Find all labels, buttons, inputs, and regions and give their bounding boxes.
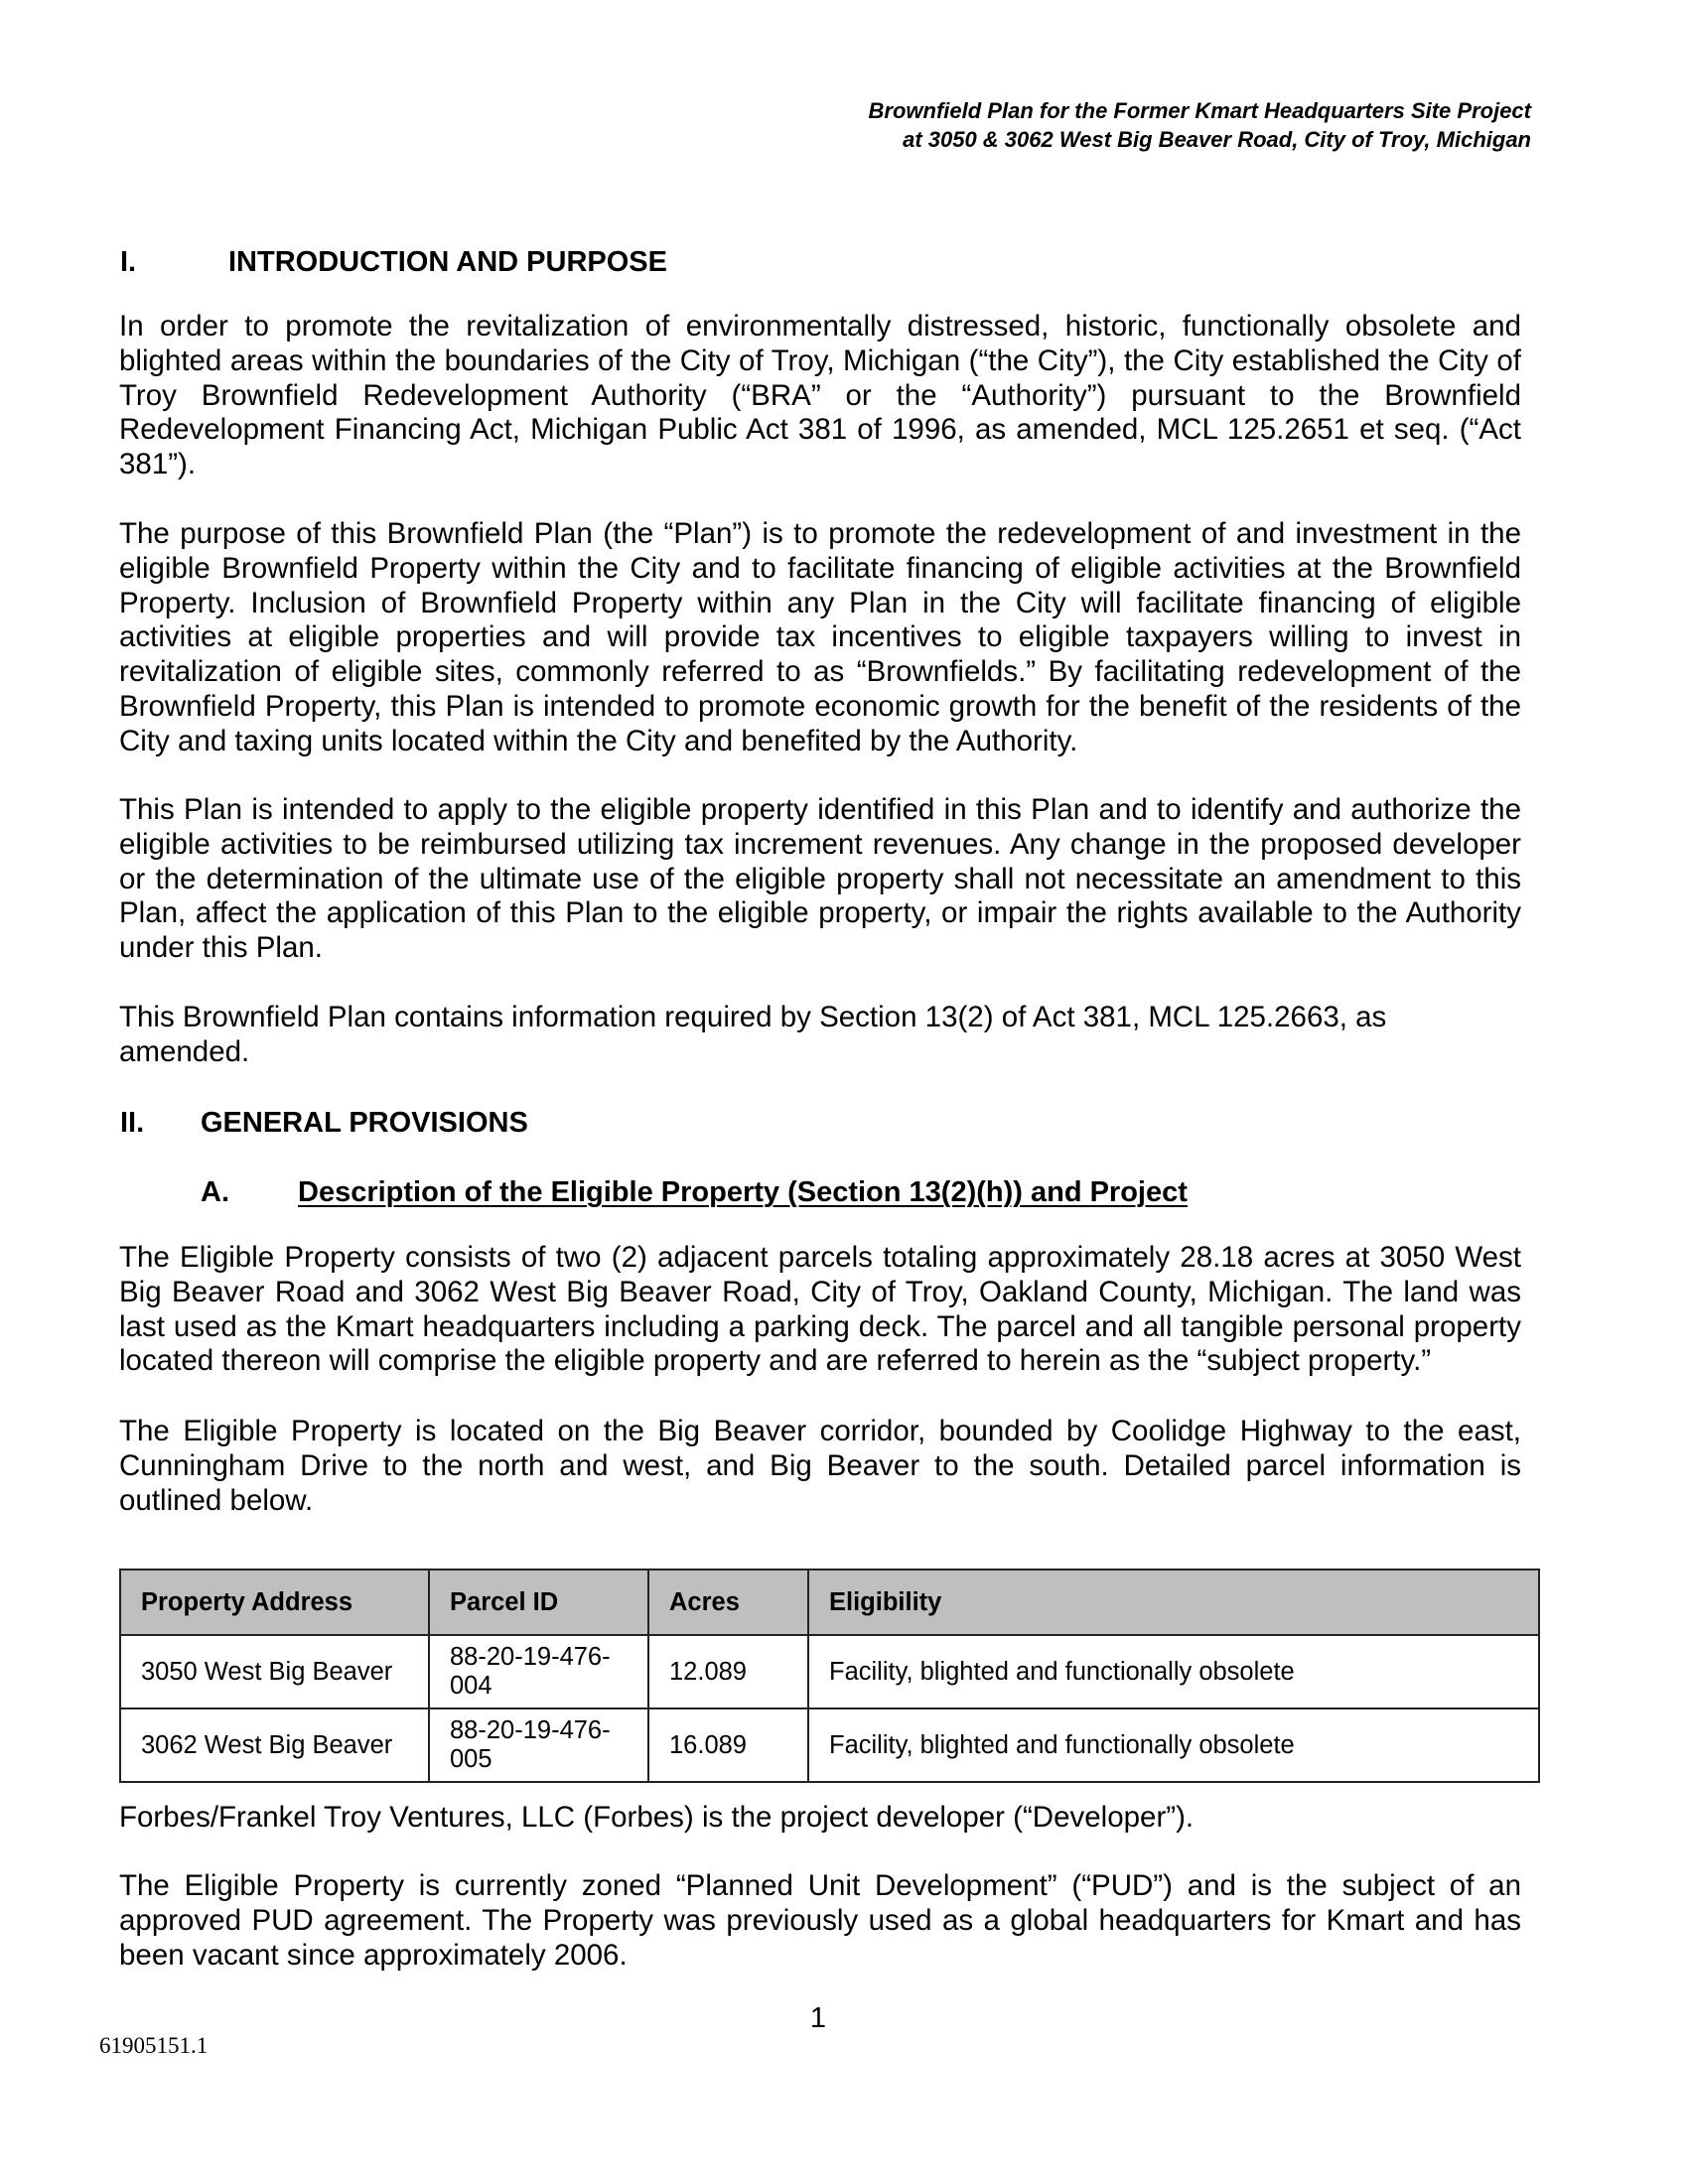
column-header-eligibility: Eligibility [808,1570,1539,1635]
section-title: GENERAL PROVISIONS [201,1107,528,1139]
cell-parcel-id: 88-20-19-476-005 [429,1708,648,1782]
paragraph-developer: Forbes/Frankel Troy Ventures, LLC (Forbes) is the project developer (“Developer”). [119,1801,1195,1834]
paragraph-intro-1: In order to promote the revitalization of environmentally distressed, historic, functionally obsolete and blighted areas within the boundaries of the City of Troy, Michigan (“the City”), the City established the City of Troy Brownfield Redevelopment Authority (“BRA” or the “Authority”) pursuant to the Brownfield Redevelopment Financing Act, Michigan Public Act 381 of 1996, as amended, MCL 125.2651 et seq. (“Act 381”). [119,310,1521,481]
table-row [120,1635,1539,1708]
table-header-row [120,1570,1539,1635]
cell-property-address: 3062 West Big Beaver [120,1708,429,1782]
cell-acres: 12.089 [648,1635,808,1708]
paragraph-eligible-property-1: The Eligible Property consists of two (2) adjacent parcels totaling approximately 28.18 acres at 3050 West Big Beaver Road and 3062 West Big Beaver Road, City of Troy, Oakland County, Michigan. The land was last used as the Kmart headquarters including a parking deck. The parcel and all tangible personal property located thereon will comprise the eligible property and are referred to herein as the “subject property.” [119,1241,1521,1378]
parcel-table [119,1569,1540,1783]
column-header-acres: Acres [648,1570,808,1635]
paragraph-intro-2: The purpose of this Brownfield Plan (the “Plan”) is to promote the redevelopment of and investment in the eligible Brownfield Property within the City and to facilitate financing of eligible activities at the Brownfield Property. Inclusion of Brownfield Property within any Plan in the City will facilitate financing of eligible activities at eligible properties and will provide tax incentives to eligible taxpayers willing to invest in revitalization of eligible sites, commonly referred to as “Brownfields.” By facilitating redevelopment of the Brownfield Property, this Plan is intended to promote economic growth for the benefit of the residents of the City and taxing units located within the City and benefited by the Authority. [119,517,1521,757]
section-title: INTRODUCTION AND PURPOSE [228,246,667,278]
column-header-property-address: Property Address [120,1570,429,1635]
paragraph-intro-4: This Brownfield Plan contains information required by Section 13(2) of Act 381, MCL 125.2663, as amended. [119,1001,1387,1068]
section-number: II. [120,1107,145,1139]
paragraph-eligible-property-2: The Eligible Property is located on the Big Beaver corridor, bounded by Coolidge Highway to the east, Cunningham Drive to the north and west, and Big Beaver to the south. Detailed parcel information is outlined below. [119,1415,1521,1517]
cell-eligibility: Facility, blighted and functionally obsolete [808,1635,1539,1708]
section-number: I. [120,246,137,278]
paragraph-intro-3: This Plan is intended to apply to the eligible property identified in this Plan and to identify and authorize the eligible activities to be reimbursed utilizing tax increment revenues. Any change in the proposed developer or the determination of the ultimate use of the eligible property shall not necessitate an amendment to this Plan, affect the application of this Plan to the eligible property, or impair the rights available to the Authority under this Plan. [119,793,1521,965]
page-number: 1 [809,2002,827,2034]
document-id: 61905151.1 [99,2033,209,2058]
cell-property-address: 3050 West Big Beaver [120,1635,429,1708]
cell-parcel-id: 88-20-19-476-004 [429,1635,648,1708]
cell-eligibility: Facility, blighted and functionally obsolete [808,1708,1539,1782]
subsection-title: Description of the Eligible Property (Section 13(2)(h)) and Project [298,1176,1188,1208]
running-header [538,96,1531,154]
running-header-line-1: Brownfield Plan for the Former Kmart Headquarters Site Project [868,98,1531,123]
paragraph-zoning: The Eligible Property is currently zoned “Planned Unit Development” (“PUD”) and is the subject of an approved PUD agreement. The Property was previously used as a global headquarters for Kmart and has been vacant since approximately 2006. [119,1869,1521,1972]
subsection-letter: A. [201,1176,229,1208]
running-header-line-2: at 3050 & 3062 West Big Beaver Road, City of Troy, Michigan [903,127,1531,152]
column-header-parcel-id: Parcel ID [429,1570,648,1635]
subsection-heading-a [201,1175,1188,1209]
table-row [120,1708,1539,1782]
cell-acres: 16.089 [648,1708,808,1782]
